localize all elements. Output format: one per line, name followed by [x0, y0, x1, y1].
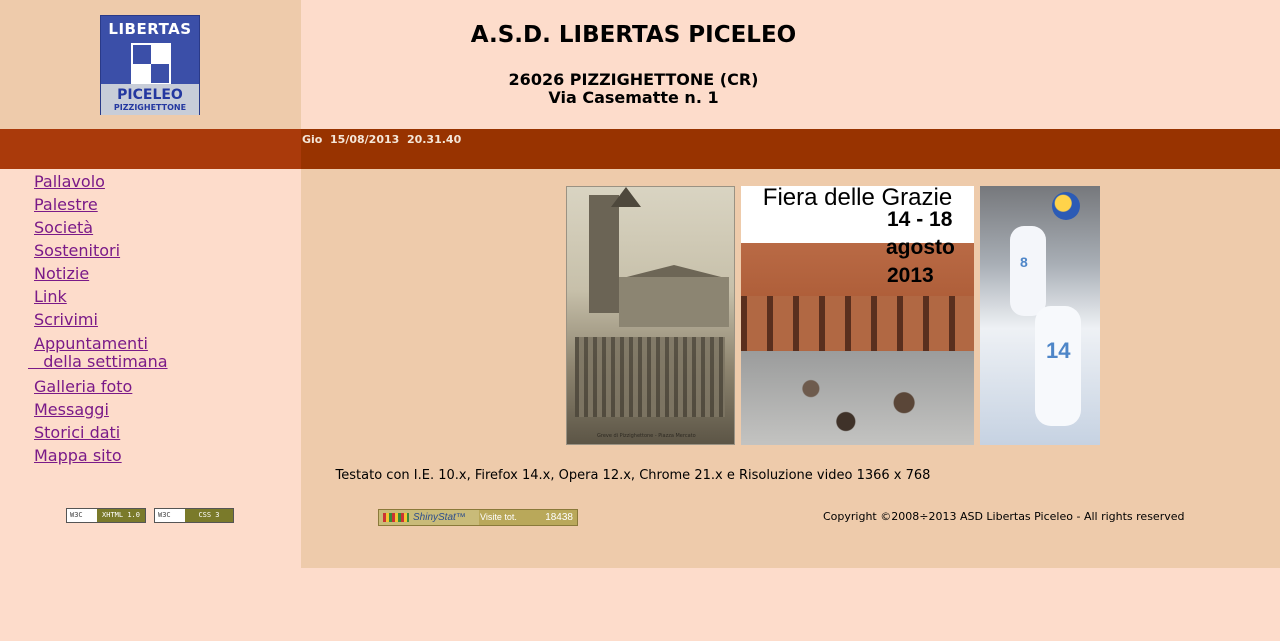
nav-link-sostenitori[interactable]: Sostenitori: [34, 241, 121, 260]
shinystat-counter[interactable]: [378, 509, 578, 526]
nav-link-galleria-foto[interactable]: Galleria foto: [34, 377, 133, 396]
browser-compat-note: Testato con I.E. 10.x, Firefox 14.x, Opera 12.x, Chrome 21.x e Risoluzione video 1366 x 768: [335, 468, 931, 483]
player-front-shape: [1035, 306, 1081, 426]
volleyball-icon: [1052, 192, 1080, 220]
page-title: A.S.D. LIBERTAS PICELEO: [470, 22, 797, 48]
shinystat-bars-icon: [383, 513, 409, 522]
current-date: Gio 15/08/2013 20.31.40: [302, 133, 462, 146]
nav-link-storici-dati[interactable]: Storici dati: [34, 423, 121, 442]
nav-link-appuntamenti[interactable]: Appuntamenti: [34, 334, 148, 353]
market-crowd-shape: [575, 337, 725, 417]
club-logo: [100, 15, 200, 115]
photo1-caption: Greve di Pizzighettone - Piazza Mercato: [597, 433, 696, 439]
w3c-xhtml-badge-right: XHTML 1.0: [97, 509, 145, 522]
nav-link-palestre[interactable]: Palestre: [34, 195, 98, 214]
church-shape: [619, 277, 729, 327]
player-back-number: 8: [1020, 254, 1028, 270]
logo-town-text: PIZZIGHETTONE: [113, 103, 187, 112]
w3c-xhtml-badge[interactable]: [66, 508, 146, 523]
fiera-year: 2013: [887, 264, 934, 287]
club-address: [301, 71, 966, 107]
street-artists-shape: [741, 351, 974, 445]
bell-tower-shape: [589, 195, 619, 313]
player-front-number: 14: [1046, 338, 1071, 363]
logo-name-text: PICELEO: [117, 87, 183, 103]
nav-link-appuntamenti-line2[interactable]: della settimana: [28, 352, 168, 371]
shield-icon: [131, 43, 171, 85]
nav-link-notizie[interactable]: Notizie: [34, 264, 90, 283]
fiera-month: agosto: [886, 236, 955, 259]
fiera-title: Fiera delle Grazie: [762, 186, 953, 211]
fiera-dates: 14 - 18: [887, 208, 953, 231]
shinystat-logo: ShinyStat™: [379, 510, 479, 525]
w3c-css-badge[interactable]: [154, 508, 234, 523]
nav-link-messaggi[interactable]: Messaggi: [34, 400, 109, 419]
photo-volleyball-players: [980, 186, 1100, 445]
logo-top-text: LIBERTAS: [108, 20, 192, 38]
photo-fiera-delle-grazie: [741, 186, 974, 445]
nav-link-societa[interactable]: Società: [34, 218, 94, 237]
nav-link-link[interactable]: Link: [34, 287, 67, 306]
date-bar-left: [0, 129, 301, 169]
visits-count: 18438: [545, 512, 573, 523]
nav-link-pallavolo[interactable]: Pallavolo: [34, 172, 105, 191]
portico-shape: [741, 296, 974, 351]
photo-historic-square: [566, 186, 735, 445]
w3c-css-badge-right: CSS 3: [185, 509, 233, 522]
nav-link-mappa-sito[interactable]: Mappa sito: [34, 446, 122, 465]
w3c-xhtml-badge-left: W3C: [67, 509, 97, 522]
w3c-css-badge-left: W3C: [155, 509, 185, 522]
address-line-1: 26026 PIZZIGHETTONE (CR): [508, 70, 759, 89]
player-back-shape: [1010, 226, 1046, 316]
logo-cell: [0, 0, 301, 129]
copyright-notice: Copyright ©2008÷2013 ASD Libertas Piceleo - All rights reserved: [823, 510, 1185, 523]
nav-link-scrivimi[interactable]: Scrivimi: [34, 310, 98, 329]
address-line-2: Via Casematte n. 1: [548, 88, 719, 107]
visits-label: Visite tot.: [480, 512, 517, 522]
